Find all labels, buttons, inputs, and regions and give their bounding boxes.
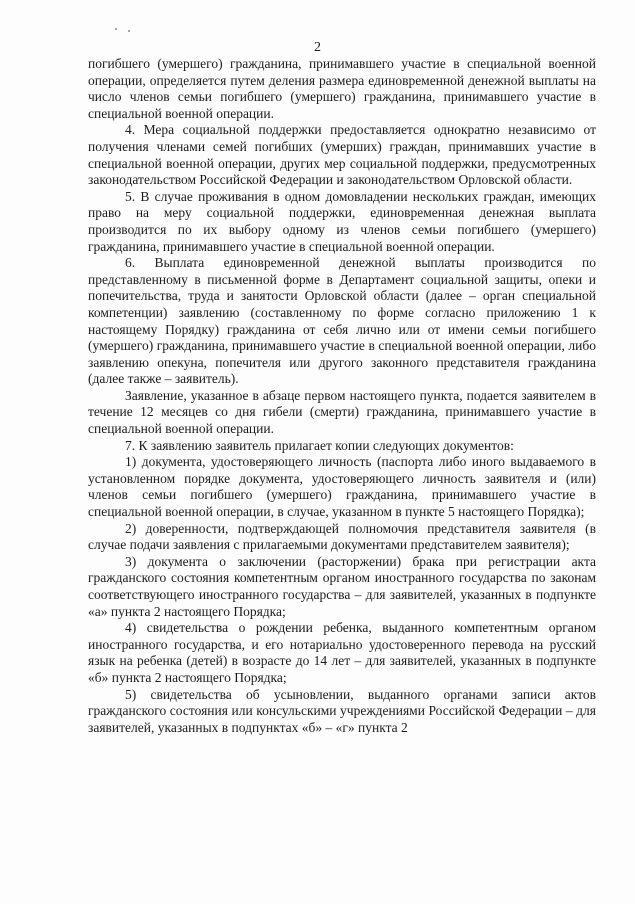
- paragraph-continuation: погибшего (умершего) гражданина, принимавшего участие в специальной военной операции, определяется путем деления размера единовременной денежной выплаты на число членов семьи погибшего (умершего) гражданина, принимавшего участие в специальной военной операции.: [88, 56, 596, 121]
- paragraph-item-6: 6. Выплата единовременной денежной выплаты производится по представленному в письменной форме в Департамент социальной защиты, опеки и попечительства, труда и занятости Орловской области (далее – орган специальной компетенции) заявлению (составленному по форме согласно приложению 1 к настоящему Порядку) гражданина от себя лично или от имени семьи погибшего (умершего) гражданина, принимавшего участие в специальной военной операции, либо заявлению опекуна, попечителя или другого законного представителя гражданина (далее также – заявитель).: [88, 255, 596, 387]
- paragraph-item-7: 7. К заявлению заявитель прилагает копии следующих документов:: [125, 437, 514, 453]
- paragraph-item-5: 5. В случае проживания в одном домовладении нескольких граждан, имеющих право на меру социальной поддержки, единовременная денежная выплата производится по их выбору одному из членов семьи погибшего (умершего) гражданина, принимавшего участие в специальной военной операции.: [88, 188, 596, 254]
- scan-speck: [128, 30, 130, 32]
- paragraph-subitem-5: 5) свидетельства об усыновлении, выданного органами записи актов гражданского состояния или консульскими учреждениями Российской Федерации – для заявителей, указанных в подпунктах «б» – «г» пункта 2: [88, 686, 596, 735]
- document-body: [88, 56, 596, 736]
- paragraph-subitem-3: 3) документа о заключении (расторжении) брака при регистрации акта гражданского состояния компетентным органом иностранного государства по законам соответствующего иностранного государства – для заявителей, указанных в подпункте «а» пункта 2 настоящего Порядка;: [88, 553, 596, 619]
- paragraph-application-deadline: Заявление, указанное в абзаце первом настоящего пункта, подается заявителем в течение 12 месяцев со дня гибели (смерти) гражданина, принимавшего участие в специальной военной операции.: [88, 387, 596, 437]
- paragraph-subitem-2: 2) доверенности, подтверждающей полномочия представителя заявителя (в случае подачи заявления с прилагаемыми документами представителем заявителя);: [88, 520, 596, 553]
- paragraph-subitem-4: 4) свидетельства о рождении ребенка, выданного компетентным органом иностранного государства, и его нотариально удостоверенного перевода на русский язык на ребенка (детей) в возрасте до 14 лет – для заявителей, указанных в подпункте «б» пункта 2 настоящего Порядка;: [88, 620, 596, 685]
- scan-speck: [115, 28, 117, 30]
- page-number: 2: [314, 40, 321, 55]
- paragraph-item-4: 4. Мера социальной поддержки предоставляется однократно независимо от получения членами семей погибших (умерших) граждан, принимавших участие в специальной военной операции, других мер социальной поддержки, предусмотренных законодательством Российской Федерации и законодательством Орловской области.: [88, 122, 596, 188]
- paragraph-subitem-1: 1) документа, удостоверяющего личность (паспорта либо иного выдаваемого в установленном порядке документа, удостоверяющего личность заявителя и (или) членов семьи погибшего (умершего) гражданина, принимавшего участие в специальной военной операции, в случае, указанном в пункте 5 настоящего Порядка);: [88, 454, 596, 520]
